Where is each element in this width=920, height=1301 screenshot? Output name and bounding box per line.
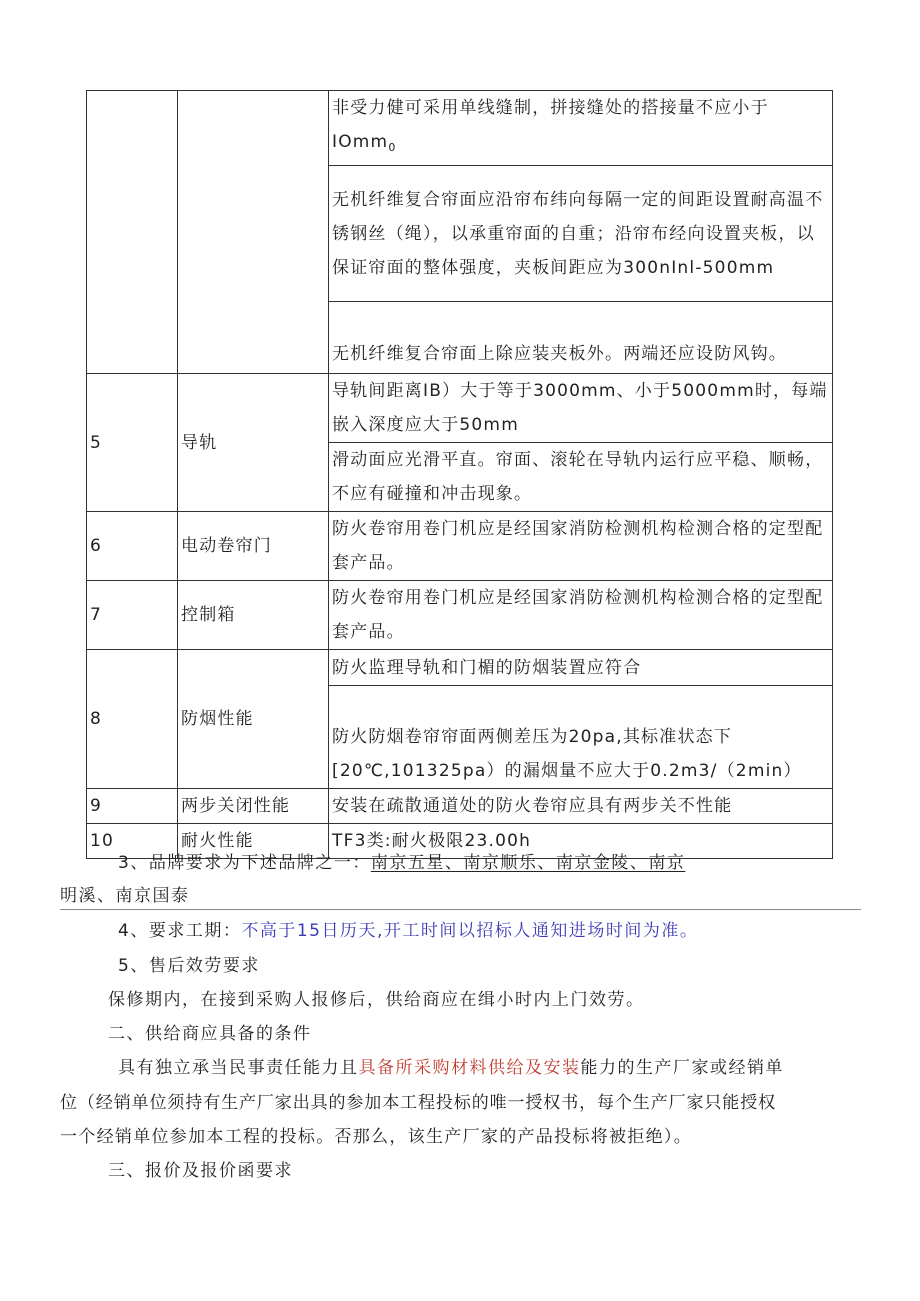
section-two-heading: 二、供给商应具备的条件 [108, 1024, 312, 1044]
row-number: 10 [87, 824, 178, 859]
requirement-cell: 防火卷帘用卷门机应是经国家消防检测机构检测合格的定型配套产品。 [329, 581, 833, 650]
spec-table [86, 90, 833, 859]
conditions-paragraph [118, 1056, 784, 1080]
brand-requirement [118, 851, 685, 875]
table-row [87, 91, 833, 166]
brand-label: 3、品牌要求为下述品牌之一： [118, 853, 371, 873]
warranty-text: 保修期内，在接到采购人报修后，供给商应在缉小时内上门效劳。 [108, 990, 645, 1010]
requirement-cell: 安装在疏散通道处的防火卷帘应具有两步关不性能 [329, 789, 833, 824]
requirement-cell: 导轨间距离IB）大于等于3000mm、小于5000mm时，每端嵌入深度应大于50mm [329, 374, 833, 443]
row-number: 7 [87, 581, 178, 650]
requirement-cell: TF3类:耐火极限23.00h [329, 824, 833, 859]
period-value: 不高于15日历天,开工时间以招标人通知进场时间为准。 [241, 921, 699, 941]
section-three-heading: 三、报价及报价函要求 [108, 1161, 293, 1181]
divider [60, 909, 861, 910]
table-row [87, 581, 833, 650]
row-item: 控制箱 [178, 581, 329, 650]
conditions-line-3: 一个经销单位参加本工程的投标。否那么，该生产厂家的产品投标将被拒绝）。 [60, 1127, 692, 1147]
row-item: 防烟性能 [178, 650, 329, 789]
after-sale-heading: 5、售后效劳要求 [118, 956, 260, 976]
requirement-cell: 滑动面应光滑平直。帘面、滚轮在导轨内运行应平稳、顺畅，不应有碰撞和冲击现象。 [329, 443, 833, 512]
brand-list: 南京五星、南京顺乐、南京金陵、南京 [370, 853, 686, 873]
requirement-cell: 防火卷帘用卷门机应是经国家消防检测机构检测合格的定型配套产品。 [329, 512, 833, 581]
table-row [87, 512, 833, 581]
subscript: 0 [388, 141, 396, 154]
row-number: 8 [87, 650, 178, 789]
requirement-cell: 无机纤维复合帘面应沿帘布纬向每隔一定的间距设置耐高温不锈钢丝（绳），以承重帘面的自重；沿帘布经向设置夹板，以保证帘面的整体强度，夹板间距应为300nInl-500mm [329, 166, 833, 302]
row-item: 耐火性能 [178, 824, 329, 859]
table-row [87, 374, 833, 443]
table-row [87, 650, 833, 686]
requirement-cell: 无机纤维复合帘面上除应装夹板外。两端还应设防风钩。 [329, 302, 833, 374]
row-number: 5 [87, 374, 178, 512]
row-item: 两步关闭性能 [178, 789, 329, 824]
row-item: 电动卷帘门 [178, 512, 329, 581]
conditions-text-b: 能力的生产厂家或经销单 [580, 1058, 784, 1078]
conditions-text-a: 具有独立承当民事责任能力且 [118, 1058, 359, 1078]
requirement-cell: 防火防烟卷帘帘面两侧差压为20pa,其标准状态下[20℃,101325pa）的漏烟量不应大于0.2m3/（2min） [329, 686, 833, 789]
requirement-cell: 非受力健可采用单线缝制，拼接缝处的搭接量不应小于IOmm$_0$ [329, 91, 833, 166]
row-number: 9 [87, 789, 178, 824]
row-number [87, 91, 178, 374]
period-requirement [118, 919, 698, 943]
conditions-highlight: 具备所采购材料供给及安装 [358, 1058, 581, 1078]
period-label: 4、要求工期： [118, 921, 242, 941]
row-number: 6 [87, 512, 178, 581]
row-item [178, 91, 329, 374]
row-item: 导轨 [178, 374, 329, 512]
conditions-line-2: 位（经销单位须持有生产厂家出具的参加本工程投标的唯一授权书，每个生产厂家只能授权 [60, 1093, 776, 1113]
brand-list-continued: 明溪、南京国泰 [60, 886, 190, 906]
requirement-cell: 防火监理导轨和门楣的防烟装置应符合 [329, 650, 833, 686]
table-row [87, 789, 833, 824]
